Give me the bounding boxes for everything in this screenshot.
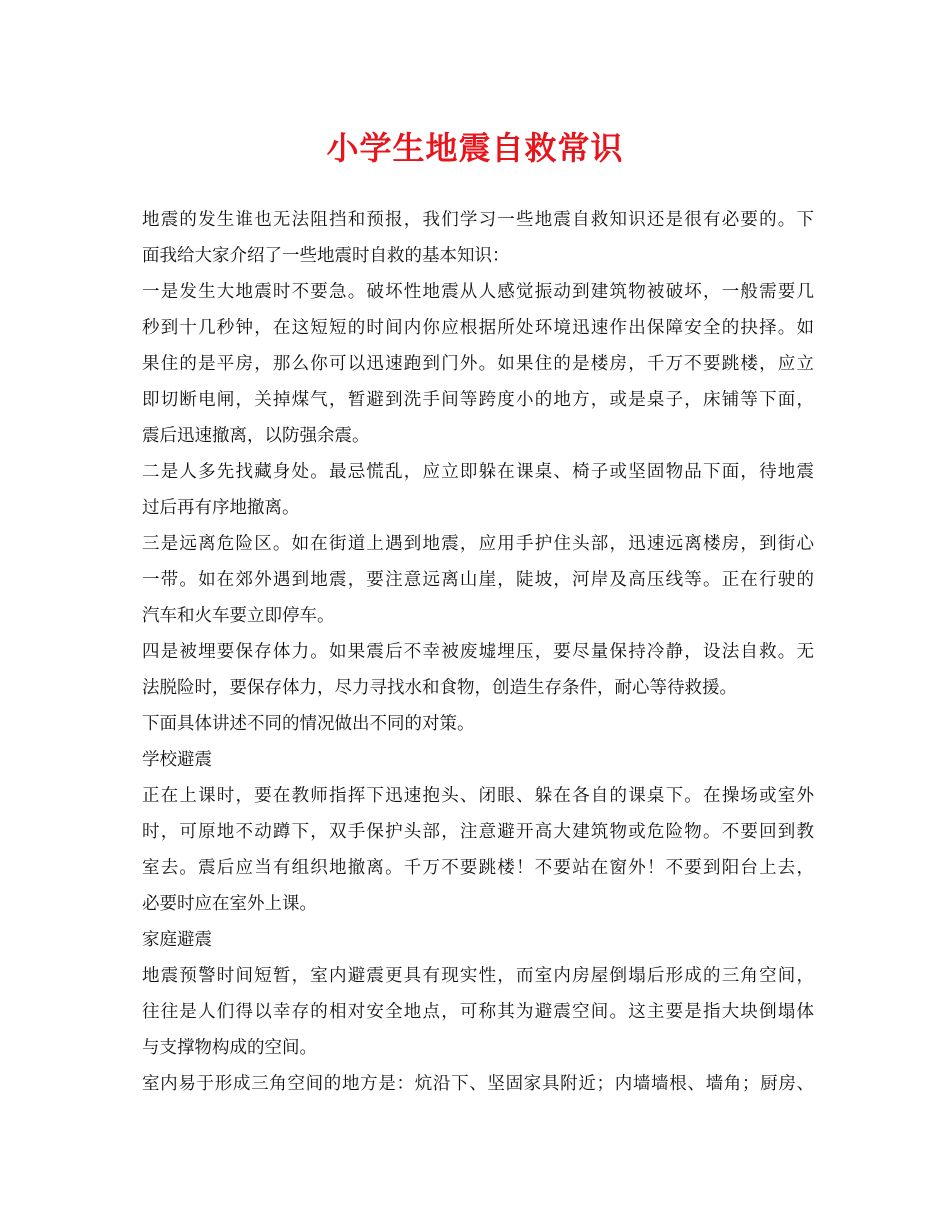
text-line: 一带。如在郊外遇到地震，要注意远离山崖，陡坡，河岸及高压线等。正在行驶的 <box>142 570 814 590</box>
text-line: 秒到十几秒钟，在这短短的时间内你应根据所处环境迅速作出保障安全的抉择。如 <box>142 318 814 338</box>
text-line: 即切断电闸，关掉煤气，暂避到洗手间等跨度小的地方，或是桌子，床铺等下面， <box>142 390 814 410</box>
text-line: 下面具体讲述不同的情况做出不同的对策。 <box>142 714 475 734</box>
text-line: 地震预警时间短暂，室内避震更具有现实性，而室内房屋倒塌后形成的三角空间， <box>142 966 814 986</box>
text-line: 三是远离危险区。如在街道上遇到地震，应用手护住头部，迅速远离楼房，到街心 <box>142 534 814 554</box>
text-line: 果住的是平房，那么你可以迅速跑到门外。如果住的是楼房，千万不要跳楼，应立 <box>142 354 814 374</box>
text-line: 震后迅速撤离，以防强余震。 <box>142 426 370 446</box>
text-line: 二是人多先找藏身处。最忌慌乱，应立即躲在课桌、椅子或坚固物品下面，待地震 <box>142 462 814 482</box>
text-line: 与支撑物构成的空间。 <box>142 1038 317 1058</box>
text-line: 面我给大家介绍了一些地震时自救的基本知识： <box>142 246 510 266</box>
text-line: 一是发生大地震时不要急。破坏性地震从人感觉振动到建筑物被破坏，一般需要几 <box>142 282 814 302</box>
text-line: 室去。震后应当有组织地撤离。千万不要跳楼！不要站在窗外！不要到阳台上去， <box>142 858 814 878</box>
text-line: 必要时应在室外上课。 <box>142 894 317 914</box>
text-line: 过后再有序地撤离。 <box>142 498 300 518</box>
text-line: 汽车和火车要立即停车。 <box>142 606 335 626</box>
text-line: 法脱险时，要保存体力，尽力寻找水和食物，创造生存条件，耐心等待救援。 <box>142 678 737 698</box>
section-heading: 家庭避震 <box>142 930 212 950</box>
text-line: 地震的发生谁也无法阻挡和预报，我们学习一些地震自救知识还是很有必要的。下 <box>142 210 814 230</box>
text-line: 时，可原地不动蹲下，双手保护头部，注意避开高大建筑物或危险物。不要回到教 <box>142 822 814 842</box>
text-line: 往往是人们得以幸存的相对安全地点，可称其为避震空间。这主要是指大块倒塌体 <box>142 1002 814 1022</box>
text-line: 室内易于形成三角空间的地方是：炕沿下、坚固家具附近；内墙墙根、墙角；厨房、 <box>142 1074 814 1094</box>
document-title: 小学生地震自救常识 <box>326 129 624 167</box>
text-line: 四是被埋要保存体力。如果震后不幸被废墟埋压，要尽量保持冷静，设法自救。无 <box>142 642 814 662</box>
document-body <box>142 202 814 1102</box>
section-heading: 学校避震 <box>142 750 212 770</box>
text-line: 正在上课时，要在教师指挥下迅速抱头、闭眼、躲在各自的课桌下。在操场或室外 <box>142 786 814 806</box>
